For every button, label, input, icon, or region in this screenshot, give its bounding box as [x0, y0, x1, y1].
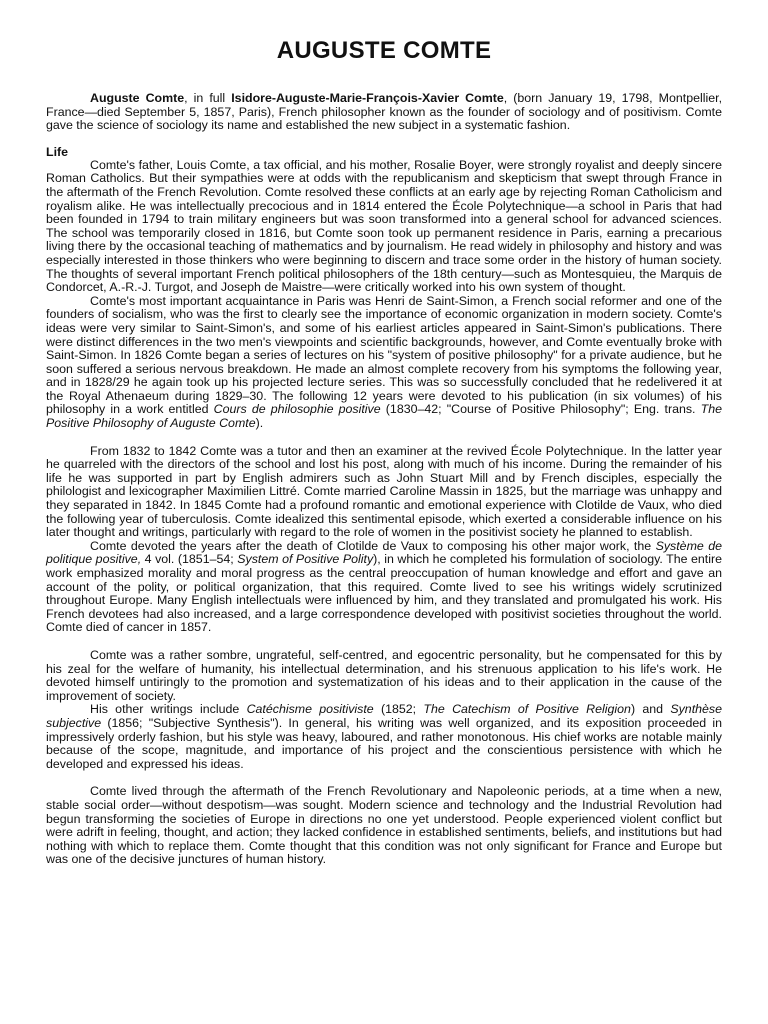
subject-name: Auguste Comte	[90, 91, 185, 105]
page-title: AUGUSTE COMTE	[276, 37, 492, 64]
subject-full-name: Isidore-Auguste-Marie-François-Xavier Comte	[231, 91, 504, 105]
paragraph-2: Comte's most important acquaintance in Paris was Henri de Saint-Simon, a French social reformer and one of the founders of socialism, who was the first to clearly see the importance of economic organization in modern society. Comte's ideas were very similar to Saint-Simon's, and some of his earliest articles appeared in Saint-Simon's publications. There were distinct differences in the two men's viewpoints and scientific backgrounds, however, and Comte eventually broke with Saint-Simon. In 1826 Comte began a series of lectures on his "system of positive philosophy" for a private audience, but he soon suffered a serious nervous breakdown. He made an almost complete recovery from his symptoms the following year, and in 1828/29 he again took up his projected lecture series. This was so successfully concluded that he redelivered it at the Royal Athenaeum during 1829–30. The following 12 years were devoted to his publication (in six volumes) of his philosophy in a work entitled Cours de philosophie positive (1830–42; "Course of Positive Philosophy"; Eng. trans. The Positive Philosophy of Auguste Comte).	[46, 293, 723, 431]
section-heading-life: Life	[46, 144, 69, 159]
paragraph-3: From 1832 to 1842 Comte was a tutor and then an examiner at the revived École Polytechnique. In the latter year he quarreled with the directors of the school and lost his post, along with much of his income. During the remainder of his life he was supported in part by English admirers such as John Stuart Mill and by French disciples, especially the philologist and lexicographer Maximilien Littré. Comte married Caroline Massin in 1825, but the marriage was unhappy and they separated in 1842. In 1845 Comte had a profound romantic and emotional experience with Clotilde de Vaux, who died the following year of tuberculosis. Comte idealized this sentimental episode, which exerted a considerable influence on his later thought and writings, particularly with regard to the role of women in the positivist society he planned to establish.	[46, 443, 722, 540]
paragraph-1: Comte's father, Louis Comte, a tax official, and his mother, Rosalie Boyer, were strongly royalist and deeply sincere Roman Catholics. But their sympathies were at odds with the republicanism and skepticism that swept through France in the aftermath of the French Revolution. Comte resolved these conflicts at an early age by rejecting Roman Catholicism and royalism alike. He was intellectually precocious and in 1814 entered the École Polytechnique—a school in Paris that had been founded in 1794 to train military engineers but was soon transformed into a general school for advanced sciences. The school was temporarily closed in 1816, but Comte soon took up permanent residence in Paris, earning a precarious living there by the occasional teaching of mathematics and by journalism. He read widely in philosophy and history and was especially interested in those thinkers who were beginning to discern and trace some order in the history of human society. The thoughts of several important French political philosophers of the 18th century—such as Montesquieu, the Marquis de Condorcet, A.-R.-J. Turgot, and Joseph de Maistre—were critically worked into his own system of thought.	[46, 157, 722, 295]
paragraph-4: Comte devoted the years after the death of Clotilde de Vaux to composing his other major work, the Système de politique positive, 4 vol. (1851–54; System of Positive Polity), in which he completed his formulation of sociology. The entire work emphasized morality and moral progress as the central preoccupation of human knowledge and effort and gave an account of the polity, or political organization, that this required. Comte lived to see his writings widely scrutinized throughout Europe. Many English intellectuals were influenced by him, and they translated and promulgated his work. His French devotees had also increased, and a large correspondence developed with positivist societies throughout the world. Comte died of cancer in 1857.	[46, 538, 722, 635]
paragraph-5: Comte was a rather sombre, ungrateful, self-centred, and egocentric personality, but he compensated for this by his zeal for the welfare of humanity, his intellectual determination, and his strenuous application to his life's work. He devoted himself untiringly to the promotion and systematization of his ideas and to their application in the cause of the improvement of society.	[46, 647, 722, 703]
paragraph-6: His other writings include Catéchisme positiviste (1852; The Catechism of Positive Religion) and Synthèse subjective (1856; "Subjective Synthesis"). In general, his writing was well organized, and its exposition proceeded in impressively orderly fashion, but his style was heavy, laboured, and rather monotonous. His chief works are notable mainly because of the scope, magnitude, and importance of his project and the conscientious persistence with which he developed and expressed his ideas.	[46, 702, 723, 771]
intro-paragraph: Auguste Comte, in full Isidore-Auguste-Marie-François-Xavier Comte, (born January 19, 1798, Montpellier, France—died September 5, 1857, Paris), French philosopher known as the founder of sociology and of positivism. Comte gave the science of sociology its name and established the new subject in a systematic fashion.	[46, 91, 723, 133]
paragraph-7: Comte lived through the aftermath of the French Revolutionary and Napoleonic periods, at a time when a new, stable social order—without despotism—was sought. Modern science and technology and the Industrial Revolution had begun transforming the societies of Europe in directions no one yet understood. People experienced violent conflict but were adrift in feeling, thought, and action; they lacked confidence in established sentiments, beliefs, and institutions but had nothing with which to replace them. Comte thought that this condition was not only significant for France and Europe but was one of the decisive junctures of human history.	[46, 784, 722, 867]
